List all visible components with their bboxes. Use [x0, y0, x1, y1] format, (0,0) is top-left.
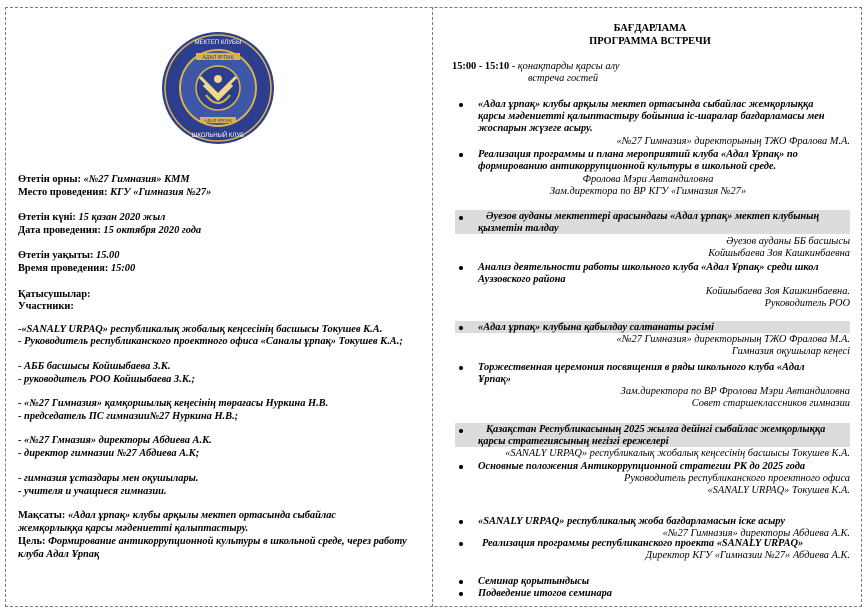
- item-11-line: Семинар қорытындысы: [478, 576, 590, 587]
- bullet: [459, 266, 463, 270]
- bullet: [459, 520, 463, 524]
- item-5-line: «Адал ұрпақ» клубына қабылдау салтанаты рәсімі: [478, 322, 714, 333]
- bullet: [459, 153, 463, 157]
- participant-line: -«SANALY URPAQ» республикалық жобалық кеңсесінің басшысы Токушев К.А.: [18, 324, 383, 335]
- date-kz: Өтетін күні: 15 қазан 2020 жыл: [18, 212, 166, 223]
- participant-line: - руководитель РОО Койшыбаева З.К.;: [18, 374, 195, 385]
- item-5-speaker: Гимназия оқушылар кеңесі: [731, 346, 850, 357]
- item-8-line: Основные положения Антикоррупционной стратегии РК до 2025 года: [478, 461, 806, 472]
- item-6-line: Торжественная церемония посвящения в ряды школьного клуба «Адал: [478, 362, 805, 373]
- item-4-speaker: Койшыбаева Зоя Кашкинбаевна.: [705, 286, 850, 297]
- participant-line: - Руководитель республиканского проектного офиса «Саналы ұрпақ» Токушев К.А.;: [18, 336, 403, 347]
- item-3-speaker: Әуезов ауданы ББ басшысы: [726, 236, 850, 247]
- item-2-line: формированию антикоррупционной культуры в школьной среде.: [478, 161, 777, 172]
- venue-ru: Место проведения: КГУ «Гимназия №27»: [18, 187, 212, 198]
- item-7-speaker: «SANALY URPAQ» республикалық жобалық кеңсесінің басшысы Токушев К.А.: [505, 448, 850, 459]
- column-divider: [432, 7, 433, 607]
- goal-ru-cont: клуба Адал Ұрпақ: [18, 549, 100, 560]
- time-kz: Өтетін уақыты: 15.00: [18, 250, 120, 261]
- item-9-speaker: «№27 Гимназия» директоры Абдиева А.К.: [662, 528, 850, 539]
- bullet: [459, 429, 463, 433]
- item-12-line: Подведение итогов семинара: [478, 588, 612, 599]
- item-1-line: «Адал ұрпақ» клубы арқылы мектеп ортасында сыбайлас жемқорлыққа: [478, 99, 814, 110]
- item-1-line: жоспарын жүзеге асыру.: [478, 123, 593, 134]
- program-title-ru: ПРОГРАММА ВСТРЕЧИ: [589, 36, 711, 47]
- participant-line: - директор гимназии №27 Абдиева А.К;: [18, 448, 200, 459]
- logo-top-text: МЕКТЕП КЛУБЫ: [194, 40, 242, 46]
- logo-lower-ribbon-text: АДАЛ ҰРПАҚ: [204, 118, 232, 123]
- item-7-line: Қазақстан Республикасының 2025 жылға дейінгі сыбайлас жемқорлыққа: [486, 424, 826, 435]
- club-logo: [160, 31, 276, 146]
- bullet: [459, 542, 463, 546]
- item-2-speaker: Фролова Мэри Автандиловна: [582, 174, 714, 185]
- item-9-line: «SANALY URPAQ» республикалық жоба бағдарламасын іске асыру: [478, 516, 785, 527]
- item-3-line: қызметін талдау: [478, 223, 559, 234]
- item-6-speaker: Зам.директора по ВР Фролова Мэри Автандиловна: [620, 386, 850, 397]
- item-10-line: Реализация программы республиканского проекта «SANALY URPAQ»: [482, 538, 804, 549]
- participant-line: - «№27 Гмназия» директоры Абдиева А.К.: [18, 435, 212, 446]
- venue-kz: Өтетін орны: «№27 Гимназия» КММ: [18, 174, 190, 185]
- item-3-speaker: Койшыбаева Зоя Кашкинбаевна: [708, 248, 850, 259]
- item-1-speaker: «№27 Гимназия» директорының ТЖО Фралова М.А.: [616, 136, 850, 147]
- item-8-speaker: Руководитель республиканского проектного офиса: [624, 473, 850, 484]
- participants-kz: Қатысушылар:: [18, 289, 91, 300]
- item-3-line: Әуезов ауданы мектептері арасындағы «Адал ұрпақ» мектеп клубының: [486, 211, 820, 222]
- goal-kz-cont: жемқорлыққа қарсы мәдениетті қалыптастыру.: [18, 523, 249, 534]
- logo-bottom-text: ШКОЛЬНЫЙ КЛУБ: [191, 133, 245, 139]
- item-1-line: қарсы мәдениетті қалыптастыру бойынша іс-шаралар бағдарламасы мен: [478, 111, 825, 122]
- participant-line: - АББ басшысы Койшыбаева З.К.: [18, 361, 171, 372]
- item-4-line: Анализ деятельности работы школьного клуба «Адал Ұрпақ» среди школ: [478, 262, 819, 273]
- participants-ru: Участники:: [18, 301, 74, 312]
- participant-line: - председатель ПС гимназии№27 Нуркина Н.В.;: [18, 411, 239, 422]
- goal-ru: Цель: Формирование антикоррупционной культуры в школьной среде, через работу: [18, 536, 407, 547]
- item-10-speaker: Директор КГУ «Гимназии №27» Абдиева А.К.: [645, 550, 850, 561]
- bullet: [459, 366, 463, 370]
- item-7-line: қарсы стратегиясының негізгі ережелері: [478, 436, 669, 447]
- logo-ribbon-text: АДАЛ ҰРПАҚ: [202, 55, 234, 61]
- bullet: [459, 103, 463, 107]
- item-4-speaker: Руководитель РОО: [764, 298, 850, 309]
- item-6-speaker: Совет старшеклассников гимназии: [691, 398, 850, 409]
- bullet: [459, 326, 463, 330]
- welcome-ru: встреча гостей: [528, 73, 599, 84]
- participant-line: - гимназия ұстаздары мен оқушылары.: [18, 473, 199, 484]
- bullet: [459, 465, 463, 469]
- time-ru: Время проведения: 15:00: [18, 263, 136, 274]
- item-2-speaker: Зам.директора по ВР КГУ «Гимназия №27»: [549, 186, 747, 197]
- bullet: [459, 216, 463, 220]
- item-4-line: Ауэзовского района: [478, 274, 566, 285]
- bullet: [459, 580, 463, 584]
- program-title-kz: БАҒДАРЛАМА: [613, 23, 687, 34]
- item-2-line: Реализация программы и плана мероприятий клуба «Адал Ұрпақ» по: [478, 149, 798, 160]
- item-8-speaker: «SANALY URPAQ» Токушев К.А.: [707, 485, 850, 496]
- date-ru: Дата проведения: 15 октября 2020 года: [18, 225, 202, 236]
- item-6-line: Ұрпақ»: [478, 374, 511, 385]
- participant-line: - «№27 Гимназия» қамқоршылық кеңесінің төрағасы Нуркина Н.В.: [18, 398, 329, 409]
- goal-kz: Мақсаты: «Адал ұрпақ» клубы арқылы мектеп ортасында сыбайлас: [18, 510, 337, 521]
- bullet: [459, 592, 463, 596]
- welcome-row: 15:00 - 15:10 - қонақтарды қарсы алу: [452, 61, 620, 72]
- participant-line: - учителя и учащиеся гимназии.: [18, 486, 167, 497]
- item-5-speaker: «№27 Гимназия» директорының ТЖО Фралова М.А.: [616, 334, 850, 345]
